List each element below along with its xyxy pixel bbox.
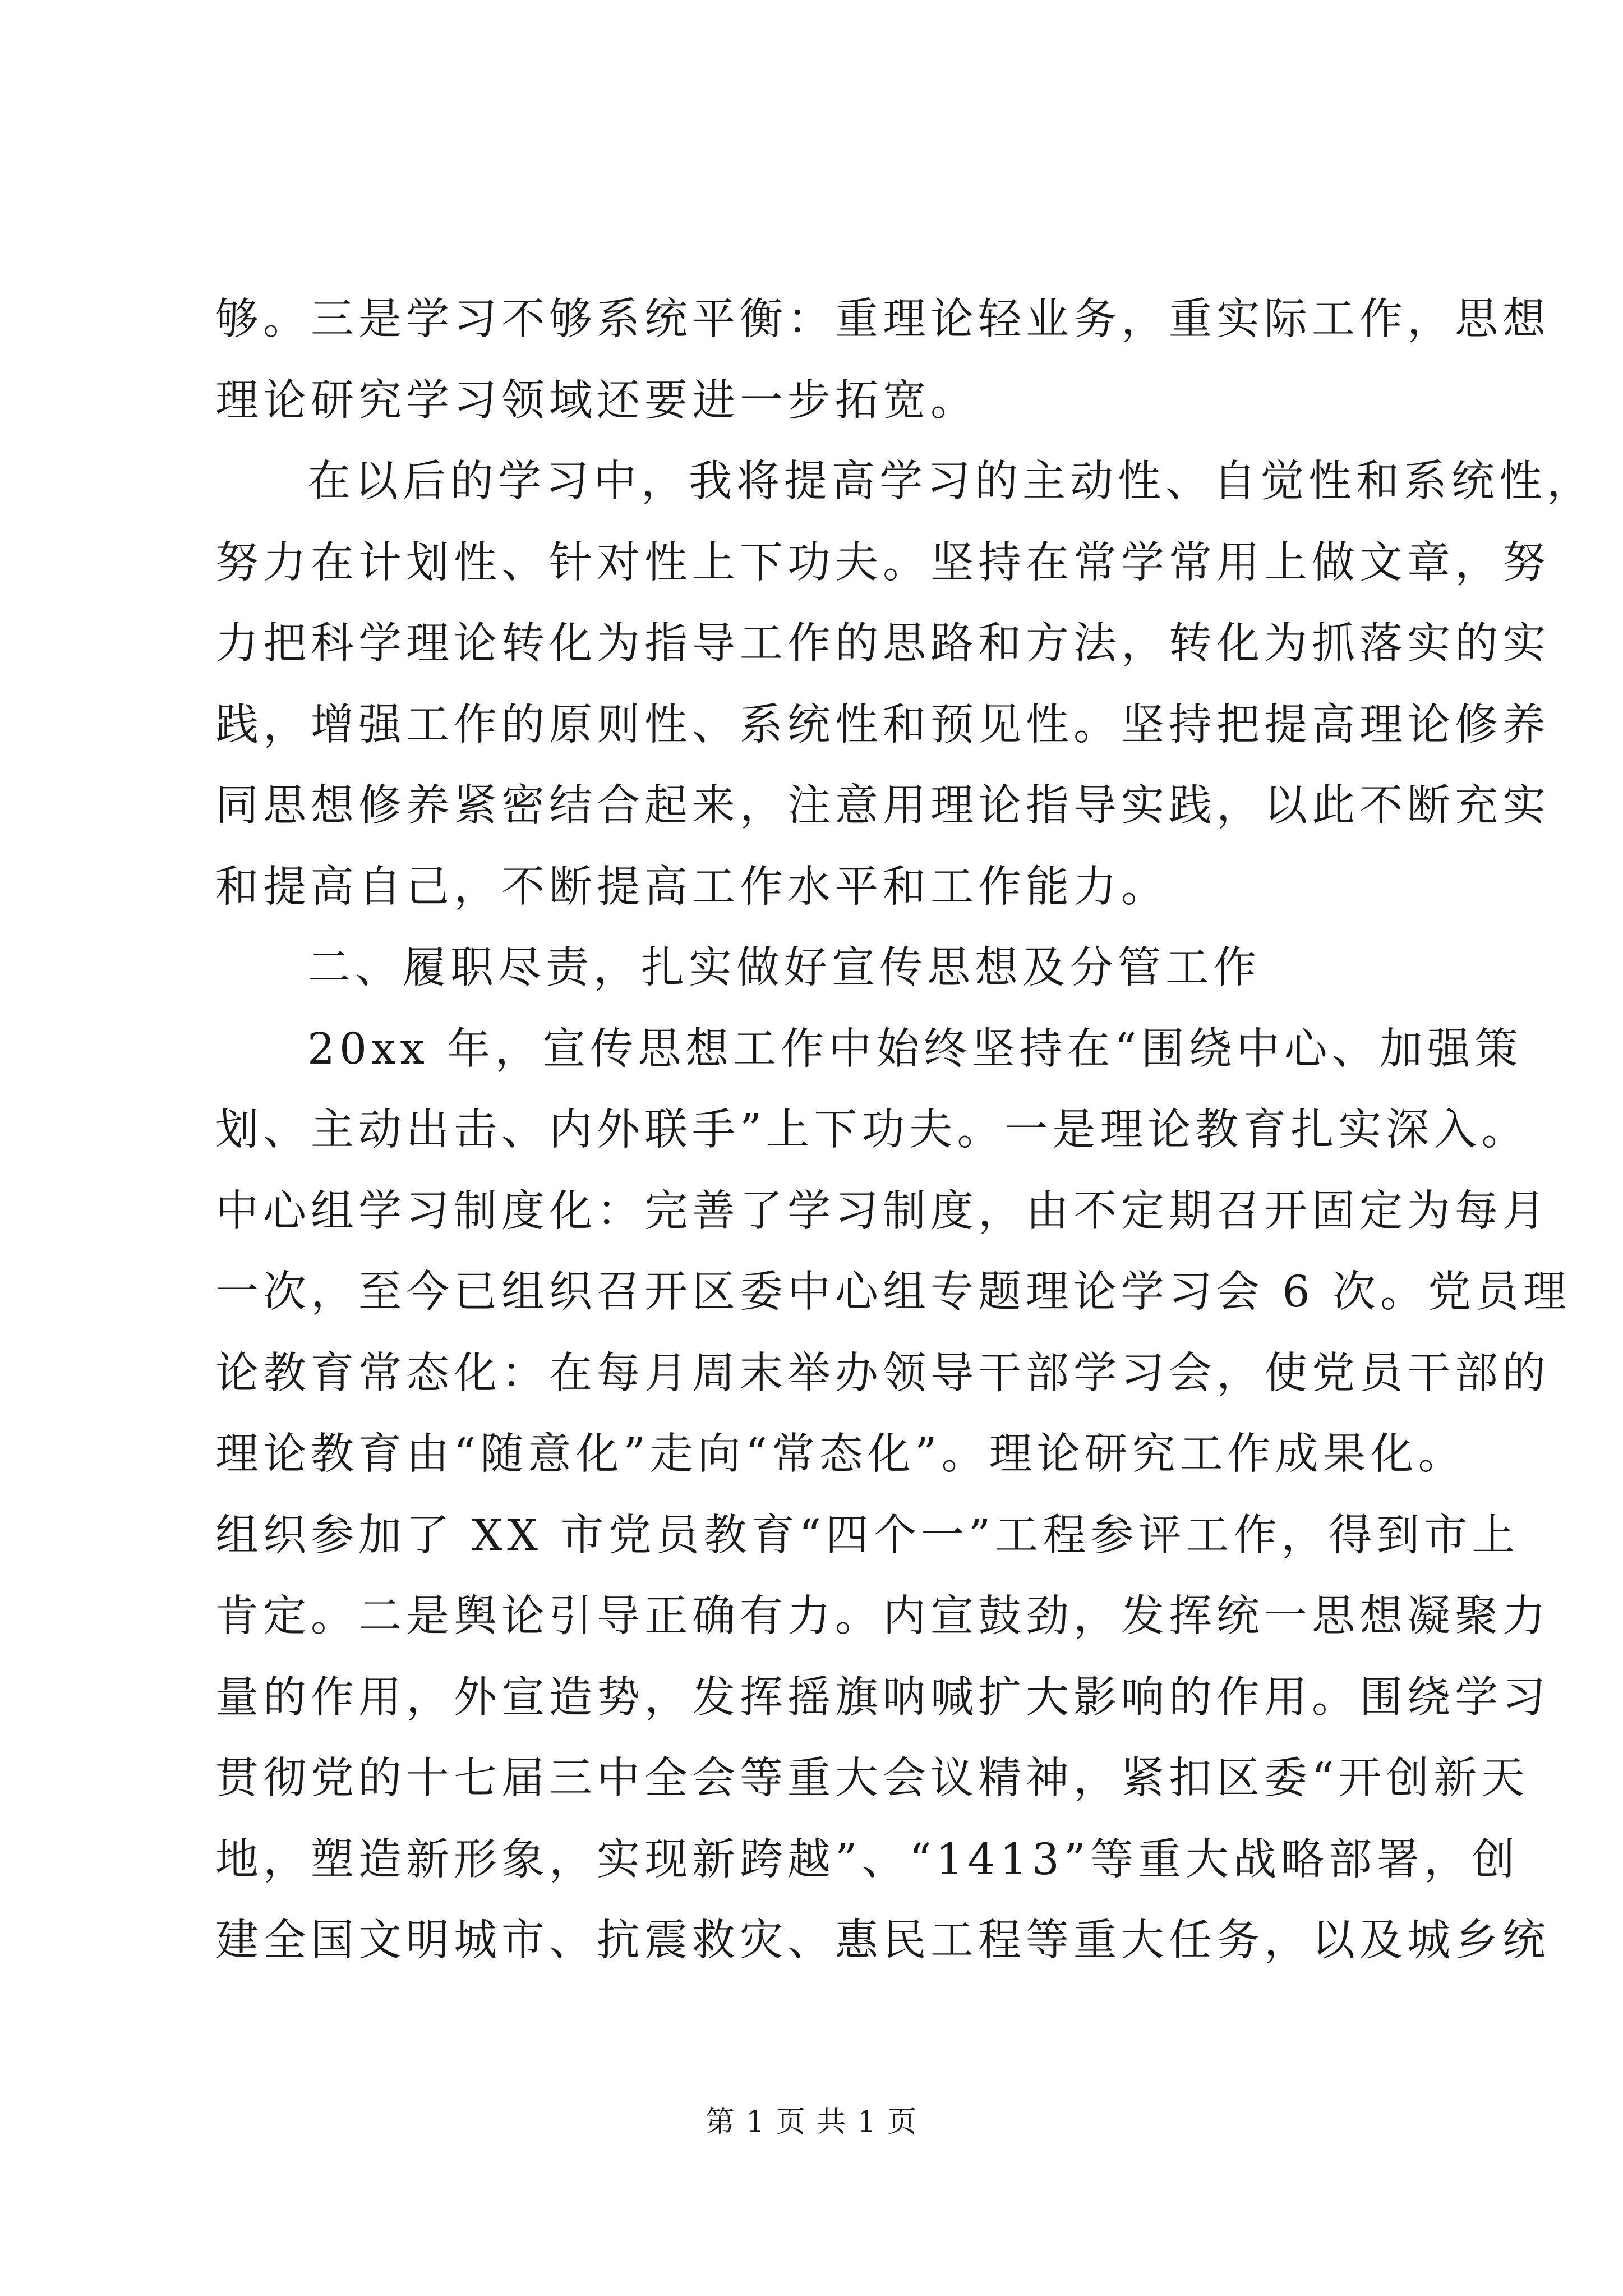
text-line: 够。三是学习不够系统平衡：重理论轻业务，重实际工作，思想 [215, 295, 1550, 344]
page-footer: 第 1 页 共 1 页 [705, 2105, 918, 2139]
text-line: 组织参加了 XX 市党员教育“四个一”工程参评工作，得到市上 [215, 1510, 1520, 1561]
text-line: 在以后的学习中，我将提高学习的主动性、自觉性和系统性， [307, 457, 1594, 507]
text-line: 二、履职尽责，扎实做好宣传思想及分管工作 [307, 943, 1261, 993]
text-line: 一次，至今已组织召开区委中心组专题理论学习会 6 次。党员理 [215, 1267, 1571, 1317]
text-line: 同思想修养紧密结合起来，注意用理论指导实践，以此不断充实 [215, 781, 1550, 831]
text-line: 中心组学习制度化：完善了学习制度，由不定期召开固定为每月 [215, 1186, 1550, 1236]
text-line: 贯彻党的十七届三中全会等重大会议精神，紧扣区委“开创新天 [215, 1754, 1529, 1803]
text-line: 建全国文明城市、抗震救灾、惠民工程等重大任务，以及城乡统 [215, 1916, 1550, 1966]
text-line: 践，增强工作的原则性、系统性和预见性。坚持把提高理论修养 [215, 700, 1550, 750]
text-line: 力把科学理论转化为指导工作的思路和方法，转化为抓落实的实 [215, 619, 1550, 669]
text-line: 量的作用，外宣造势，发挥摇旗呐喊扩大影响的作用。围绕学习 [215, 1672, 1550, 1723]
text-line: 20xx 年，宣传思想工作中始终坚持在“围绕中心、加强策 [307, 1024, 1523, 1074]
text-line: 划、主动出击、内外联手”上下功夫。一是理论教育扎实深入。 [215, 1105, 1529, 1155]
text-line: 肯定。二是舆论引导正确有力。内宣鼓劲，发挥统一思想凝聚力 [215, 1591, 1550, 1641]
text-line: 论教育常态化：在每月周末举办领导干部学习会，使党员干部的 [215, 1348, 1550, 1398]
text-line: 地，塑造新形象，实现新跨越”、“1413”等重大战略部署，创 [215, 1834, 1520, 1885]
body-text [215, 279, 1594, 1982]
text-line: 理论教育由“随意化”走向“常态化”。理论研究工作成果化。 [215, 1429, 1466, 1479]
text-line: 和提高自己，不断提高工作水平和工作能力。 [215, 862, 1169, 912]
text-line: 努力在计划性、针对性上下功夫。坚持在常学常用上做文章，努 [215, 537, 1550, 588]
text-line: 理论研究学习领域还要进一步拓宽。 [215, 375, 978, 426]
